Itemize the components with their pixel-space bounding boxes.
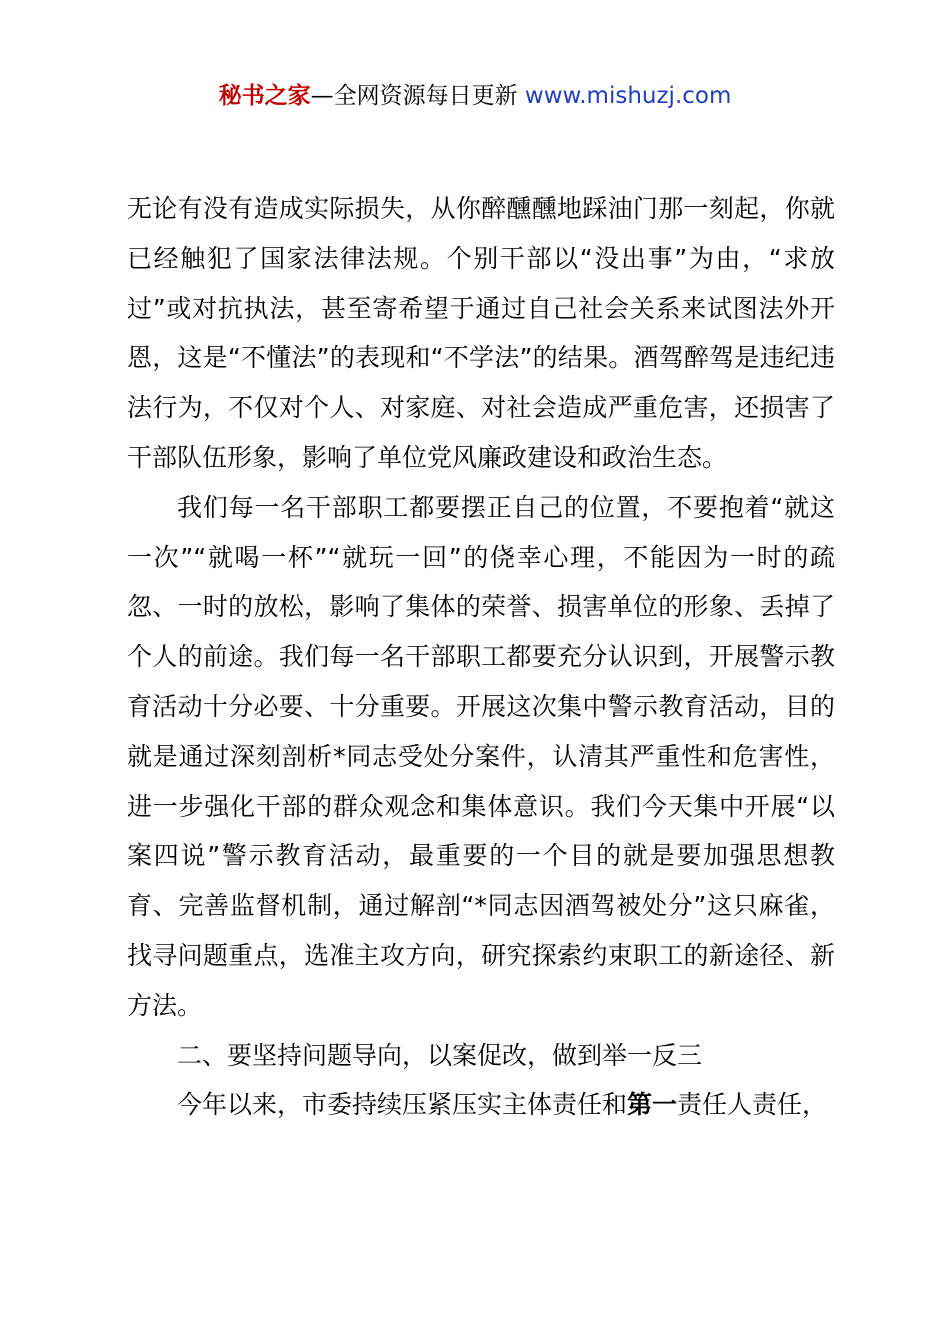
- page-header: [0, 80, 950, 112]
- paragraph-2: 我们每一名干部职工都要摆正自己的位置，不要抱着“就这一次”“就喝一杯”“就玩一回”的侥幸心理，不能因为一时的疏忽、一时的放松，影响了集体的荣誉、损害单位的形象、丢掉了个人的前途。我们每一名干部职工都要充分认识到，开展警示教育活动十分必要、十分重要。开展这次集中警示教育活动，目的就是通过深刻剖析*同志受处分案件，认清其严重性和危害性，进一步强化干部的群众观念和集体意识。我们今天集中开展“以案四说”警示教育活动，最重要的一个目的就是要加强思想教育、完善监督机制，通过解剖“*同志因酒驾被处分”这只麻雀，找寻问题重点，选准主攻方向，研究探索约束职工的新途径、新方法。: [127, 492, 835, 1020]
- paragraph-3-bold-text: 第一: [627, 1090, 678, 1120]
- document-body: [127, 184, 835, 1130]
- paragraph-3-text-end: 责任人责任，: [677, 1090, 828, 1120]
- paragraph-1: 无论有没有造成实际损失，从你醉醺醺地踩油门那一刻起，你就已经触犯了国家法律法规。个别干部以“没出事”为由，“求放过”或对抗执法，甚至寄希望于通过自己社会关系来试图法外开恩，这是“不懂法”的表现和“不学法”的结果。酒驾醉驾是违纪违法行为，不仅对个人、对家庭、对社会造成严重危害，还损害了干部队伍形象，影响了单位党风廉政建设和政治生态。: [127, 194, 835, 472]
- header-tagline: —全网资源每日更新: [310, 83, 518, 109]
- paragraph-3: [127, 1080, 835, 1130]
- paragraph-3-text-start: 今年以来，市委持续压紧压实主体责任和: [177, 1090, 628, 1120]
- section-heading-2: 二、要坚持问题导向，以案促改，做到举一反三: [177, 1040, 703, 1070]
- brand-name: 秘书之家: [218, 83, 311, 109]
- site-url-link[interactable]: www.mishuzj.com: [524, 83, 732, 109]
